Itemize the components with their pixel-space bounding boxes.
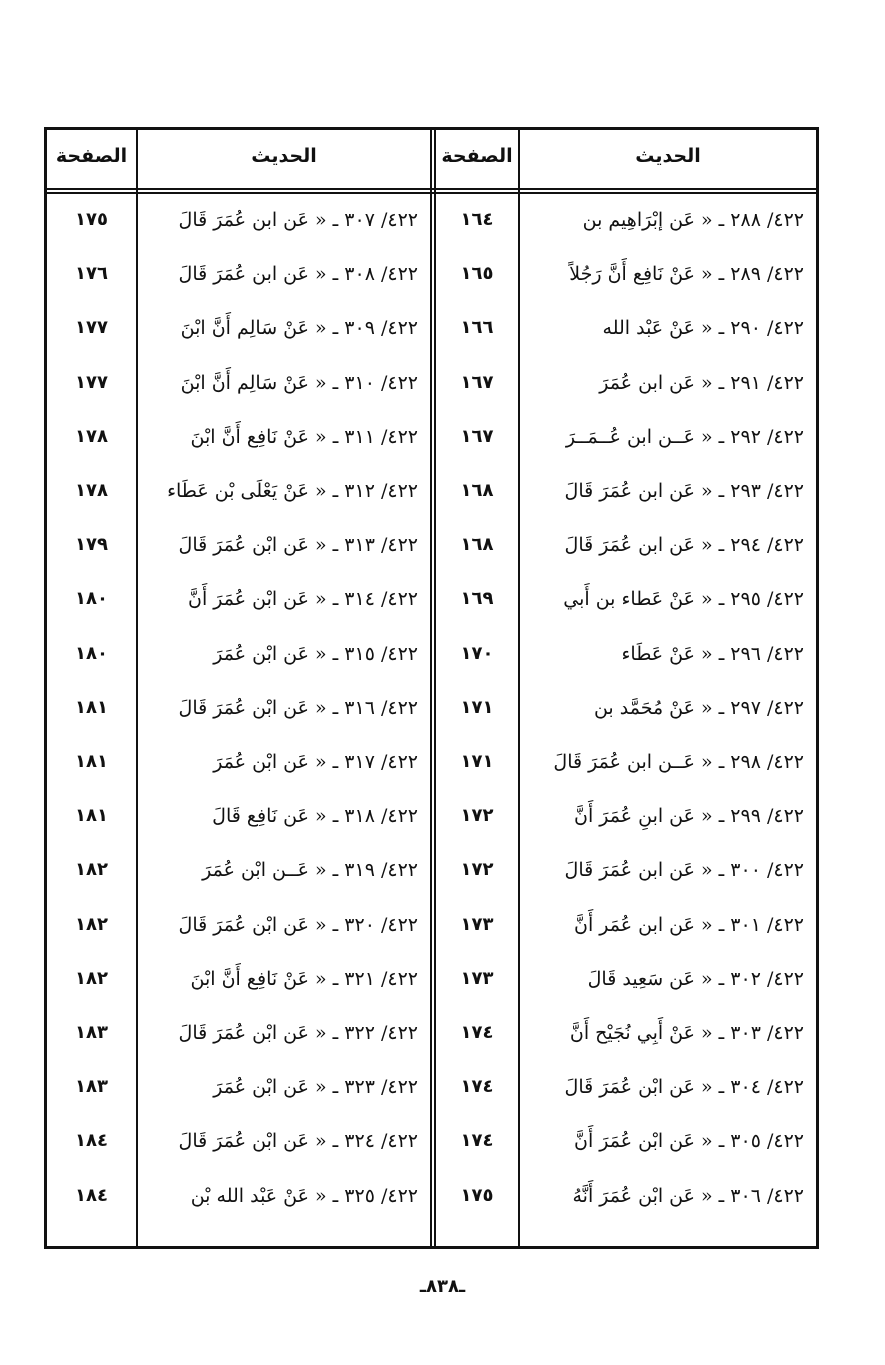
left-hadith-entry: ٤٢٢/ ٣١٦ ـ « عَن ابْن عُمَرَ قَالَ xyxy=(178,696,418,719)
left-hadith-entry: ٤٢٢/ ٣١١ ـ « عَنْ نَافِع أَنَّ ابْنَ xyxy=(190,425,418,448)
right-page-number: ١٦٧ xyxy=(460,371,494,393)
left-page-number: ١٧٧ xyxy=(75,371,108,393)
right-page-number: ١٦٨ xyxy=(460,534,494,556)
left-page-number: ١٧٨ xyxy=(75,480,108,501)
page-number: ـ٨٣٨ـ xyxy=(419,1276,466,1297)
table-row xyxy=(47,952,816,1006)
right-page-number: ١٦٤ xyxy=(460,209,494,230)
right-page-number: ١٦٨ xyxy=(460,480,494,501)
left-page-number: ١٨٢ xyxy=(75,859,108,881)
left-hadith-entry: ٤٢٢/ ٣١٤ ـ « عَن ابْن عُمَرَ أَنَّ xyxy=(188,588,418,611)
left-page-number: ١٨٠ xyxy=(75,588,108,610)
right-hadith-entry: ٤٢٢/ ٢٩٣ ـ « عَن ابن عُمَرَ قَالَ xyxy=(564,480,804,502)
right-page-number: ١٧٥ xyxy=(460,1184,494,1206)
table-row xyxy=(47,193,816,247)
left-hadith-entry: ٤٢٢/ ٣١٠ ـ « عَنْ سَالِم أَنَّ ابْنَ xyxy=(180,371,418,394)
right-hadith-entry: ٤٢٢/ ٢٨٨ ـ « عَن إبْرَاهِيم بن xyxy=(582,209,804,231)
table-row xyxy=(47,572,816,626)
table-row xyxy=(47,1060,816,1114)
left-page-number: ١٨٣ xyxy=(75,1022,108,1043)
left-hadith-entry: ٤٢٢/ ٣٠٧ ـ « عَن ابن عُمَرَ قَالَ xyxy=(178,209,418,231)
left-page-number: ١٨٤ xyxy=(75,1184,108,1206)
left-hadith-entry: ٤٢٢/ ٣٠٩ ـ « عَنْ سَالِم أَنَّ ابْنَ xyxy=(180,317,418,340)
right-hadith-entry: ٤٢٢/ ٢٩٠ ـ « عَنْ عَبْد الله xyxy=(602,317,804,340)
left-page-number: ١٨٣ xyxy=(75,1076,108,1098)
table-row xyxy=(47,1114,816,1168)
left-page-number: ١٨٢ xyxy=(75,967,108,989)
right-page-number: ١٧٢ xyxy=(460,859,494,881)
left-page-number: ١٨١ xyxy=(75,805,108,827)
left-hadith-entry: ٤٢٢/ ٣٢٤ ـ « عَن ابْن عُمَرَ قَالَ xyxy=(178,1130,418,1153)
left-hadith-entry: ٤٢٢/ ٣٢٢ ـ « عَن ابْن عُمَرَ قَالَ xyxy=(178,1022,418,1044)
right-hadith-entry: ٤٢٢/ ٣٠٢ ـ « عَن سَعِيد قَالَ xyxy=(587,967,804,990)
right-hadith-entry: ٤٢٢/ ٣٠٦ ـ « عَن ابْن عُمَرَ أَنَّهُ xyxy=(572,1184,804,1207)
right-hadith-entry: ٤٢٢/ ٢٩٤ ـ « عَن ابن عُمَرَ قَالَ xyxy=(564,534,804,557)
table-row xyxy=(47,1169,816,1223)
header-left-hadith: الحديث xyxy=(251,145,317,167)
table-row xyxy=(47,735,816,789)
table-row xyxy=(47,301,816,355)
left-hadith-entry: ٤٢٢/ ٣١٩ ـ « عَــن ابْن عُمَرَ xyxy=(202,859,418,882)
left-hadith-entry: ٤٢٢/ ٣١٢ ـ « عَنْ يَعْلَى بْن عَطَاء xyxy=(167,480,418,502)
left-hadith-entry: ٤٢٢/ ٣٢١ ـ « عَنْ نَافِع أَنَّ ابْنَ xyxy=(190,967,418,990)
right-hadith-entry: ٤٢٢/ ٢٩١ ـ « عَن ابن عُمَرَ xyxy=(599,371,804,394)
right-page-number: ١٧٢ xyxy=(460,805,494,827)
right-page-number: ١٧٣ xyxy=(460,967,494,989)
right-page-number: ١٦٩ xyxy=(460,588,494,610)
right-page-number: ١٧٤ xyxy=(460,1130,494,1152)
right-hadith-entry: ٤٢٢/ ٢٩٩ ـ « عَن ابنِ عُمَرَ أَنَّ xyxy=(574,805,804,828)
left-page-number: ١٧٦ xyxy=(75,263,108,285)
left-hadith-entry: ٤٢٢/ ٣١٧ ـ « عَن ابْن عُمَرَ xyxy=(213,751,418,773)
left-page-number: ١٧٨ xyxy=(75,425,108,447)
right-page-number: ١٧٠ xyxy=(460,642,494,664)
table-row xyxy=(47,898,816,952)
table-row xyxy=(47,681,816,735)
left-page-number: ١٨١ xyxy=(75,751,108,772)
right-page-number: ١٧٣ xyxy=(460,913,494,935)
right-hadith-entry: ٤٢٢/ ٢٩٨ ـ « عَــن ابن عُمَرَ قَالَ xyxy=(553,751,804,773)
table-row xyxy=(47,464,816,518)
right-hadith-entry: ٤٢٢/ ٢٩٧ ـ « عَنْ مُحَمَّد بن xyxy=(593,696,804,719)
right-page-number: ١٧١ xyxy=(460,696,494,718)
table-row xyxy=(47,789,816,843)
right-hadith-entry: ٤٢٢/ ٣٠٥ ـ « عَن ابْن عُمَرَ أَنَّ xyxy=(574,1130,804,1153)
table-row xyxy=(47,518,816,572)
right-hadith-entry: ٤٢٢/ ٣٠٤ ـ « عَن ابْن عُمَرَ قَالَ xyxy=(564,1076,804,1099)
header-right-hadith: الحديث xyxy=(635,145,701,167)
right-hadith-entry: ٤٢٢/ ٢٨٩ ـ « عَنْ نَافِع أَنَّ رَجُلاً xyxy=(569,263,804,286)
left-hadith-entry: ٤٢٢/ ٣٢٥ ـ « عَنْ عَبْد الله بْن xyxy=(190,1184,418,1207)
table-row xyxy=(47,247,816,301)
right-hadith-entry: ٤٢٢/ ٢٩٥ ـ « عَنْ عَطاء بن أَبي xyxy=(563,588,804,611)
table-row xyxy=(47,1006,816,1060)
right-page-number: ١٧٤ xyxy=(460,1022,494,1043)
table-row xyxy=(47,843,816,897)
left-page-number: ١٧٥ xyxy=(75,209,108,230)
right-hadith-entry: ٤٢٢/ ٣٠٣ ـ « عَنْ أَبِي نُجَيْح أَنَّ xyxy=(569,1022,804,1044)
right-hadith-entry: ٤٢٢/ ٢٩٢ ـ « عَــن ابن عُــمَــرَ xyxy=(565,425,804,448)
header-left-page: الصفحة xyxy=(55,145,128,167)
left-hadith-entry: ٤٢٢/ ٣١٣ ـ « عَن ابْن عُمَرَ قَالَ xyxy=(178,534,418,557)
table-row xyxy=(47,356,816,410)
right-page-number: ١٧٤ xyxy=(460,1076,494,1098)
right-page-number: ١٧١ xyxy=(460,751,494,772)
right-page-number: ١٦٥ xyxy=(460,263,494,285)
right-hadith-entry: ٤٢٢/ ٢٩٦ ـ « عَنْ عَطَاء xyxy=(621,642,804,665)
left-page-number: ١٨٤ xyxy=(75,1130,108,1152)
left-page-number: ١٧٧ xyxy=(75,317,108,339)
left-hadith-entry: ٤٢٢/ ٣٢٣ ـ « عَن ابْن عُمَرَ xyxy=(213,1076,418,1099)
right-hadith-entry: ٤٢٢/ ٣٠٠ ـ « عَن ابن عُمَرَ قَالَ xyxy=(564,859,804,882)
left-hadith-entry: ٤٢٢/ ٣١٥ ـ « عَن ابْن عُمَرَ xyxy=(213,642,418,665)
left-page-number: ١٨١ xyxy=(75,696,108,718)
table-row xyxy=(47,627,816,681)
left-page-number: ١٨٠ xyxy=(75,642,108,664)
left-page-number: ١٨٢ xyxy=(75,913,108,935)
table-row xyxy=(47,410,816,464)
right-page-number: ١٦٦ xyxy=(460,317,494,339)
header-right-page: الصفحة xyxy=(441,145,513,167)
right-hadith-entry: ٤٢٢/ ٣٠١ ـ « عَن ابن عُمَر أَنَّ xyxy=(574,913,804,936)
hadith-index-table xyxy=(44,127,819,1249)
left-hadith-entry: ٤٢٢/ ٣٠٨ ـ « عَن ابن عُمَرَ قَالَ xyxy=(178,263,418,286)
left-hadith-entry: ٤٢٢/ ٣١٨ ـ « عَن نَافِع قَالَ xyxy=(212,805,418,828)
left-page-number: ١٧٩ xyxy=(75,534,108,556)
right-page-number: ١٦٧ xyxy=(460,425,494,447)
left-hadith-entry: ٤٢٢/ ٣٢٠ ـ « عَن ابْن عُمَرَ قَالَ xyxy=(178,913,418,936)
